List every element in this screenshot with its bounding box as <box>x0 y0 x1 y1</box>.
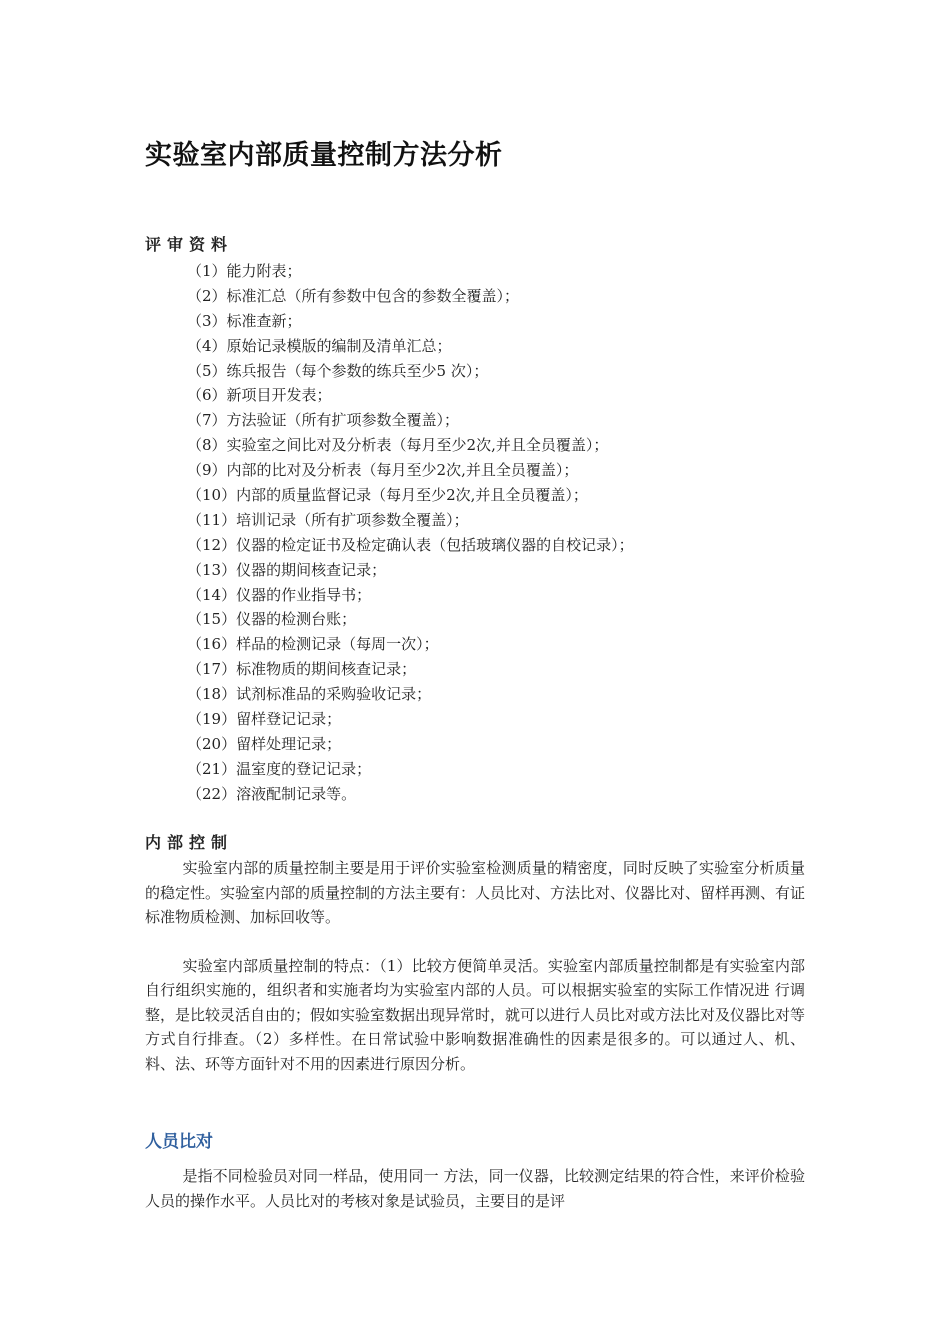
personnel-comparison-heading: 人员比对 <box>145 1132 213 1152</box>
review-materials-section <box>145 232 805 807</box>
personnel-comparison-paragraph: 是指不同检验员对同一样品，使用同一 方法，同一仪器，比较测定结果的符合性，来评价检验人员的操作水平。人员比对的考核对象是试验员，主要目的是评 <box>145 1167 805 1210</box>
list-item: （16）样品的检测记录（每周一次）； <box>187 635 439 654</box>
review-materials-heading: 评审资料 <box>145 235 234 254</box>
review-materials-list <box>145 259 805 807</box>
list-item: （2）标准汇总（所有参数中包含的参数全覆盖）； <box>187 286 520 305</box>
list-item: （19）留样登记记录； <box>187 710 342 729</box>
list-item: （21）温室度的登记记录； <box>187 759 372 778</box>
internal-control-features-paragraph: 实验室内部质量控制的特点：（1）比较方便简单灵活。实验室内部质量控制都是有实验室内部自行组织实施的，组织者和实施者均为实验室内部的人员。可以根据实验室的实际工作情况进 行调整，是比较灵活自由的；假如实验室数据出现异常时，就可以进行人员比对或方法比对及仪器比对等方式自行排查。（2）多样性。在日常试验中影响数据准确性的因素是很多的。可以通过人、机、料、法、环等方面针对不用的因素进行原因分析。 <box>145 956 806 1073</box>
list-item: （6）新项目开发表； <box>187 386 332 405</box>
list-item: （10）内部的质量监督记录（每月至少2次,并且全员覆盖）； <box>187 486 588 505</box>
list-item: （11）培训记录（所有扩项参数全覆盖）； <box>187 510 469 529</box>
list-item: （15）仪器的检测台账； <box>187 610 357 629</box>
list-item: （13）仪器的期间核查记录； <box>187 560 387 579</box>
list-item: （17）标准物质的期间核查记录； <box>187 660 417 679</box>
internal-control-section <box>145 830 805 1076</box>
list-item: （14）仪器的作业指导书； <box>187 585 372 604</box>
personnel-comparison-section <box>145 1127 805 1213</box>
list-item: （12）仪器的检定证书及检定确认表（包括玻璃仪器的自校记录）； <box>187 535 634 554</box>
internal-control-heading: 内部控制 <box>145 833 234 852</box>
list-item: （9）内部的比对及分析表（每月至少2次,并且全员覆盖）； <box>187 461 579 480</box>
list-item: （22）溶液配制记录等。 <box>187 784 357 803</box>
list-item: （3）标准查新； <box>187 311 302 330</box>
list-item: （18）试剂标准品的采购验收记录； <box>187 685 432 704</box>
list-item: （7）方法验证（所有扩项参数全覆盖）； <box>187 411 460 430</box>
list-item: （20）留样处理记录； <box>187 734 342 753</box>
document-title: 实验室内部质量控制方法分析 <box>145 140 503 171</box>
list-item: （1）能力附表； <box>187 262 302 280</box>
internal-control-paragraph: 实验室内部的质量控制主要是用于评价实验室检测质量的精密度，同时反映了实验室分析质量的稳定性。实验室内部的质量控制的方法主要有：人员比对、方法比对、仪器比对、留样再测、有证标准物质检测、加标回收等。 <box>145 859 806 926</box>
list-item: （8）实验室之间比对及分析表（每月至少2次,并且全员覆盖）； <box>187 436 609 455</box>
list-item: （4）原始记录模版的编制及清单汇总； <box>187 336 452 355</box>
list-item: （5）练兵报告（每个参数的练兵至少5 次）； <box>187 361 489 380</box>
